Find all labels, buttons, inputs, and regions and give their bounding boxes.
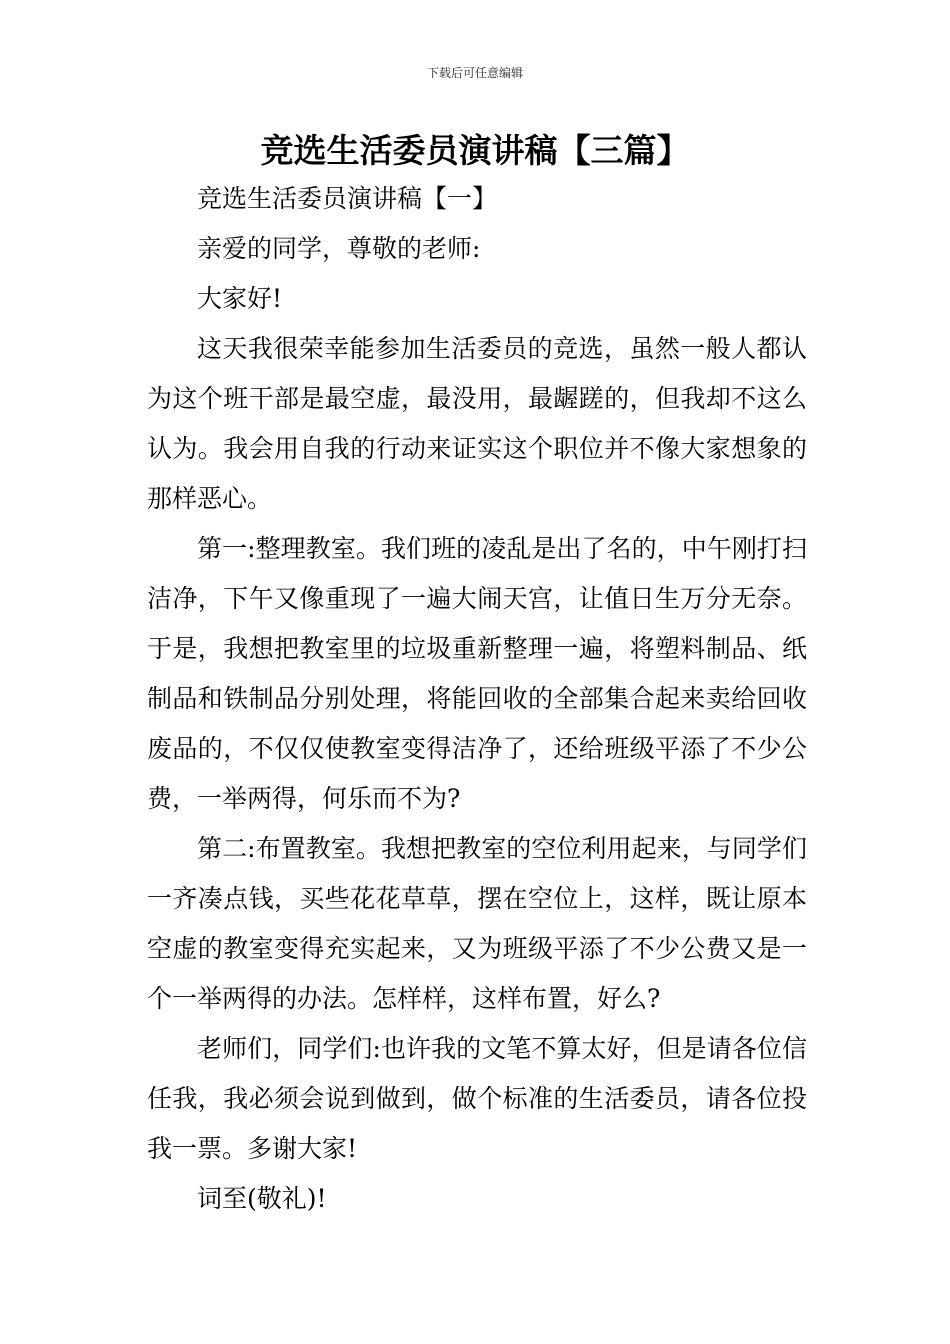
paragraph-salutation: 亲爱的同学，尊敬的老师: xyxy=(197,234,481,263)
page-header-note: 下载后可任意编辑 xyxy=(426,66,523,80)
paragraph-point-one: 第一:整理教室。我们班的凌乱是出了名的，中午刚打扫洁净，下午又像重现了一遍大闹天宫，让值日生万分无奈。于是，我想把教室里的垃圾重新整理一遍，将塑料制品、纸制品和铁制品分别处理，将能回收的全部集合起来卖给回收废品的，不仅仅使教室变得洁净了，还给班级平添了不少公费，一举两得，何乐而不为? xyxy=(147,534,807,813)
paragraph-appeal: 老师们，同学们:也许我的文笔不算太好，但是请各位信任我，我必须会说到做到，做个标准的生活委员，请各位投我一票。多谢大家! xyxy=(147,1034,807,1163)
paragraph-greeting: 大家好! xyxy=(197,284,283,313)
document-title: 竞选生活委员演讲稿【三篇】 xyxy=(260,131,690,170)
paragraph-intro: 这天我很荣幸能参加生活委员的竞选，虽然一般人都认为这个班干部是最空虚，最没用，最龌蹉的，但我却不这么认为。我会用自我的行动来证实这个职位并不像大家想象的那样恶心。 xyxy=(147,334,807,513)
paragraph-closing: 词至(敬礼)! xyxy=(197,1184,327,1213)
paragraph-point-two: 第二:布置教室。我想把教室的空位利用起来，与同学们一齐凑点钱，买些花花草草，摆在空位上，这样，既让原本空虚的教室变得充实起来，又为班级平添了不少公费又是一个一举两得的办法。怎样样，这样布置，好么? xyxy=(147,834,807,1013)
paragraph-subtitle: 竞选生活委员演讲稿【一】 xyxy=(197,184,498,213)
document-body xyxy=(147,174,807,1224)
